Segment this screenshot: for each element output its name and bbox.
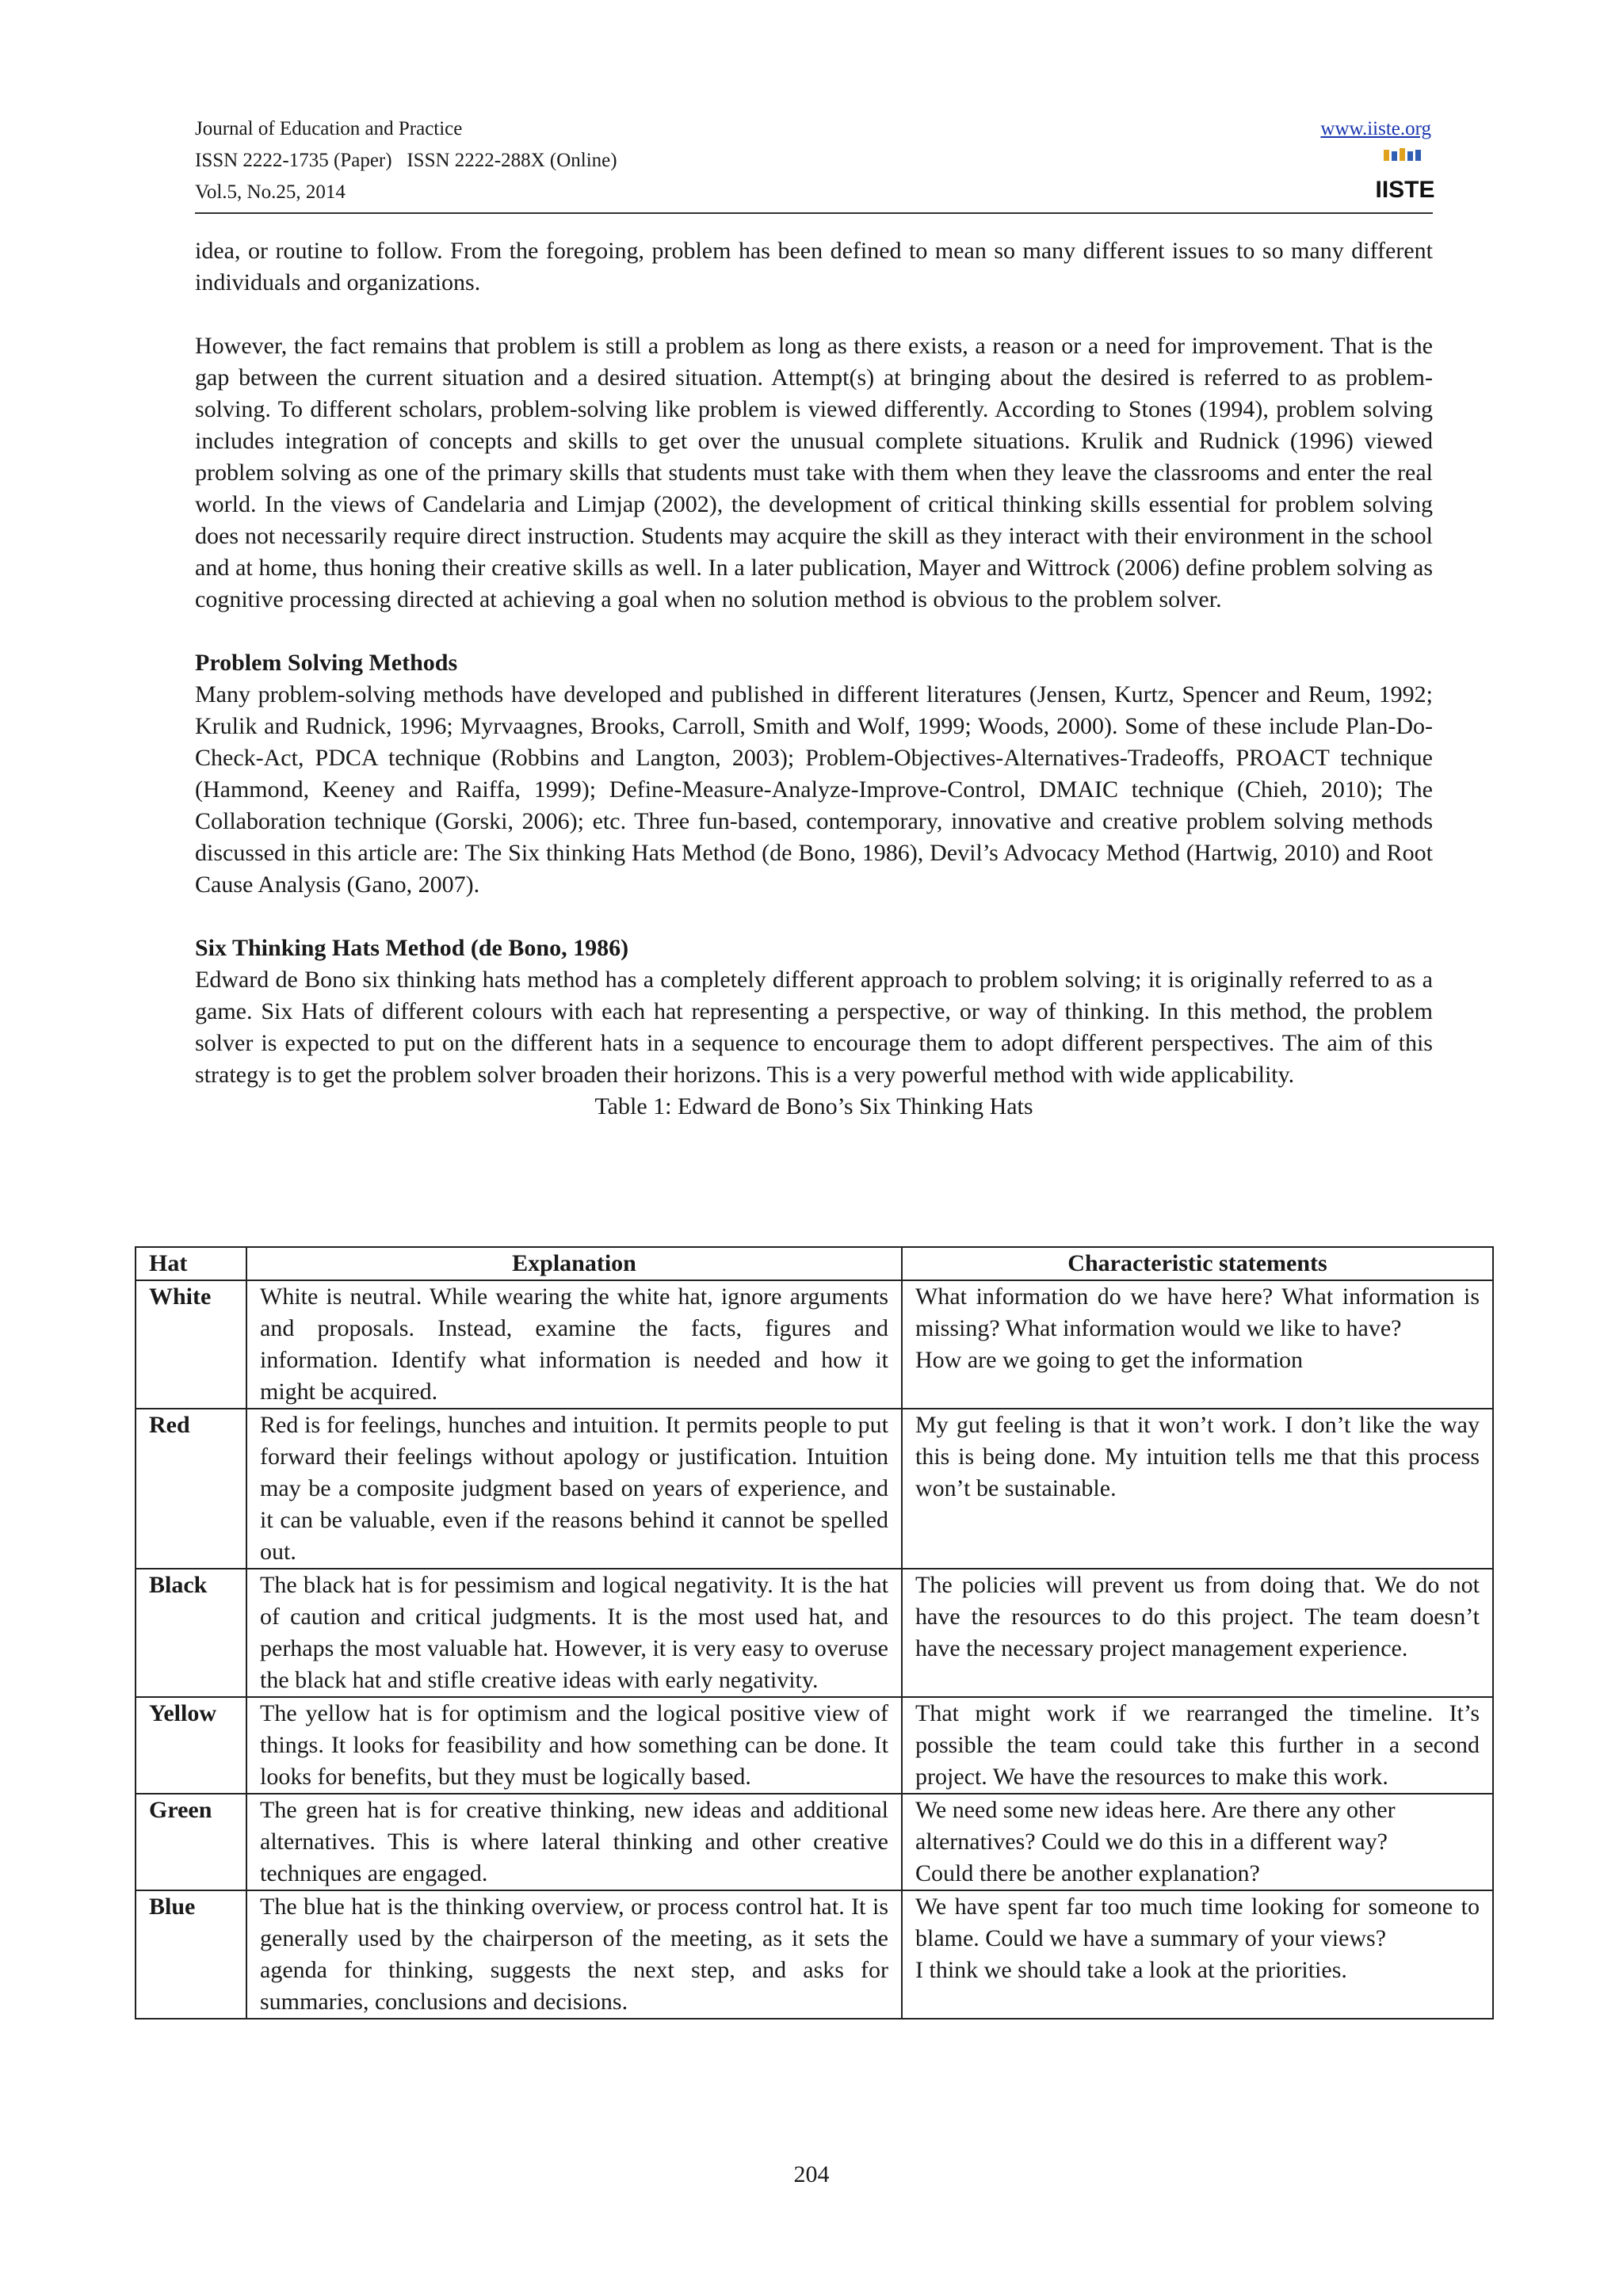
statement: I think we should take a look at the priorities. <box>915 1957 1347 1983</box>
hat-explanation: White is neutral. While wearing the white hat, ignore arguments and proposals. Instead, examine the facts, figures and information. Identify what information is needed and how it might be acquired. <box>246 1280 902 1409</box>
column-header: Explanation <box>246 1247 902 1280</box>
section-heading: Six Thinking Hats Method (de Bono, 1986) <box>195 935 629 961</box>
table-row <box>136 1794 1493 1890</box>
page-header <box>195 113 1435 208</box>
hat-name: White <box>136 1280 246 1409</box>
volume-line: Vol.5, No.25, 2014 <box>195 181 346 203</box>
statement: My gut feeling is that it won’t work. I don’t like the way this is being done. My intuition tells me that this process won’t be sustainable. <box>915 1412 1480 1501</box>
paragraph: Edward de Bono six thinking hats method has a completely different approach to problem solving; it is originally referred to as a game. Six Hats of different colours with each hat representing a perspective, or way of thinking. In this method, the problem solver is expected to put on the different hats in a sequence to encourage them to adopt different perspectives. The aim of this strategy is to get the problem solver broaden their horizons. This is a very powerful method with wide applicability. <box>195 967 1433 1088</box>
hat-name: Blue <box>136 1890 246 2019</box>
paragraph: However, the fact remains that problem is still a problem as long as there exists, a reason or a need for improvement. That is the gap between the current situation and a desired situation. Attempt(s) at bringing about the desired is referred to as problem-solving. To different scholars, problem-solving like problem is viewed differently. According to Stones (1994), problem solving includes integration of concepts and skills to get over the unusual complete situations. Krulik and Rudnick (1996) viewed problem solving as one of the primary skills that students must take with them when they leave the classrooms and enter the real world. In the views of Candelaria and Limjap (2002), the development of critical thinking skills essential for problem solving does not necessarily require direct instruction. Students may acquire the skill as they interact with their environment in the school and at home, thus honing their creative skills as well. In a later publication, Mayer and Wittrock (2006) define problem solving as cognitive processing directed at achieving a goal when no solution method is obvious to the problem solver. <box>195 333 1433 612</box>
statement: We need some new ideas here. Are there any other alternatives? Could we do this in a different way? <box>915 1797 1396 1855</box>
hat-explanation: Red is for feelings, hunches and intuition. It permits people to put forward their feelings without apology or justification. Intuition may be a composite judgment based on years of experience, and it can be valuable, even if the reasons behind it cannot be spelled out. <box>246 1409 902 1569</box>
statement: That might work if we rearranged the timeline. It’s possible the team could take this further in a second project. We have the resources to make this work. <box>915 1700 1480 1790</box>
hat-statements <box>902 1794 1493 1890</box>
hat-name: Red <box>136 1409 246 1569</box>
paragraph: idea, or routine to follow. From the foregoing, problem has been defined to mean so many different issues to so many different individuals and organizations. <box>195 238 1433 296</box>
hat-statements <box>902 1280 1493 1409</box>
six-hats-table <box>135 1246 1494 2019</box>
table-row <box>136 1409 1493 1569</box>
column-header: Characteristic statements <box>902 1247 1493 1280</box>
hat-statements <box>902 1697 1493 1794</box>
hat-explanation: The green hat is for creative thinking, new ideas and additional alternatives. This is where lateral thinking and other creative techniques are engaged. <box>246 1794 902 1890</box>
iiste-logo <box>1375 147 1435 203</box>
hat-name: Black <box>136 1569 246 1697</box>
page-number: 204 <box>793 2161 830 2187</box>
statement: How are we going to get the information <box>915 1347 1304 1373</box>
hat-statements <box>902 1409 1493 1569</box>
statement: What information do we have here? What information is missing? What information would we like to have? <box>915 1283 1480 1341</box>
table-row <box>136 1280 1493 1409</box>
column-header: Hat <box>136 1247 246 1280</box>
hat-explanation: The black hat is for pessimism and logical negativity. It is the hat of caution and critical judgments. It is the most used hat, and perhaps the most valuable hat. However, it is very easy to overuse the black hat and stifle creative ideas with early negativity. <box>246 1569 902 1697</box>
hat-statements <box>902 1569 1493 1697</box>
paragraph: Many problem-solving methods have developed and published in different literatures (Jensen, Kurtz, Spencer and Reum, 1992; Krulik and Rudnick, 1996; Myrvaagnes, Brooks, Carroll, Smith and Wolf, 1999; Woods, 2000). Some of these include Plan-Do-Check-Act, PDCA technique (Robbins and Langton, 2003); Problem-Objectives-Alternatives-Tradeoffs, PROACT technique (Hammond, Keeney and Raiffa, 1999); Define-Measure-Analyze-Improve-Control, DMAIC technique (Chieh, 2010); The Collaboration technique (Gorski, 2006); etc. Three fun-based, contemporary, innovative and creative problem solving methods discussed in this article are: The Six thinking Hats Method (de Bono, 1986), Devil’s Advocacy Method (Hartwig, 2010) and Root Cause Analysis (Gano, 2007). <box>195 681 1433 898</box>
table-row <box>136 1697 1493 1794</box>
statement: Could there be another explanation? <box>915 1860 1260 1886</box>
header-rule <box>195 212 1433 214</box>
hat-name: Green <box>136 1794 246 1890</box>
section-heading: Problem Solving Methods <box>195 650 458 676</box>
table-caption: Table 1: Edward de Bono’s Six Thinking Hats <box>594 1093 1033 1119</box>
hat-explanation: The blue hat is the thinking overview, or process control hat. It is generally used by the chairperson of the meeting, as it sets the agenda for thinking, suggests the next step, and asks for summaries, conclusions and decisions. <box>246 1890 902 2019</box>
hat-name: Yellow <box>136 1697 246 1794</box>
hat-statements <box>902 1890 1493 2019</box>
statement: The policies will prevent us from doing that. We do not have the resources to do this project. The team doesn’t have the necessary project management experience. <box>915 1572 1480 1661</box>
article-body <box>195 235 1433 1123</box>
statement: We have spent far too much time looking for someone to blame. Could we have a summary of your views? <box>915 1894 1480 1951</box>
svg-text:IISTE: IISTE <box>1375 177 1435 203</box>
hat-explanation: The yellow hat is for optimism and the logical positive view of things. It looks for feasibility and how something can be done. It looks for benefits, but they must be logically based. <box>246 1697 902 1794</box>
journal-title: Journal of Education and Practice <box>195 118 463 139</box>
journal-url-link[interactable]: www.iiste.org <box>1320 118 1431 139</box>
table-row <box>136 1569 1493 1697</box>
table-row <box>136 1890 1493 2019</box>
table-header-row <box>136 1247 1493 1280</box>
issn-line: ISSN 2222-1735 (Paper) ISSN 2222-288X (Online) <box>195 150 617 171</box>
